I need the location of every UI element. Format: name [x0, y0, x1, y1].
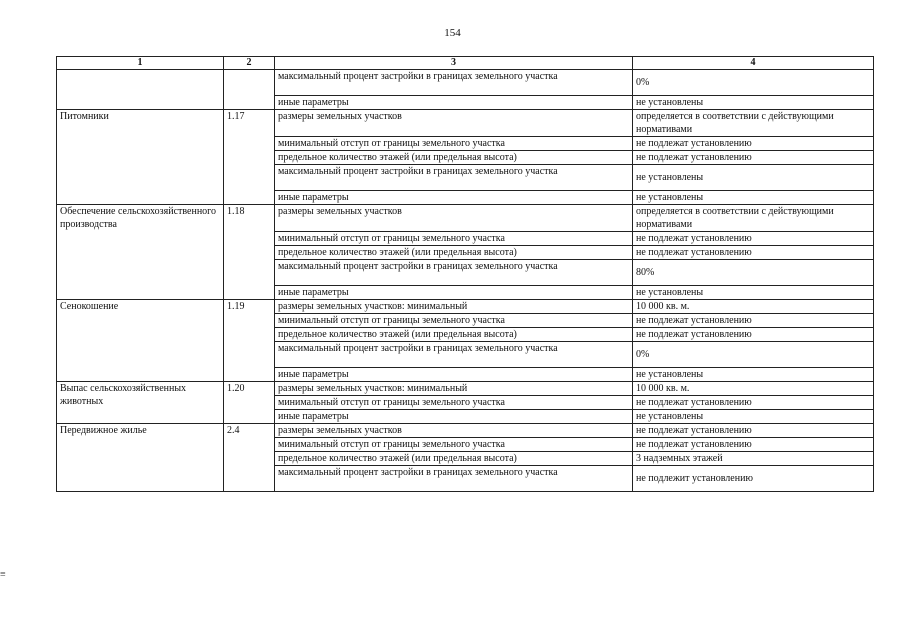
column-header-4: 4 — [633, 57, 874, 70]
table-row — [57, 110, 874, 137]
parameter-value-cell: 10 000 кв. м. — [633, 382, 874, 396]
parameter-value-cell: не подлежат установлению — [633, 328, 874, 342]
parameter-value-cell: не подлежат установлению — [633, 396, 874, 410]
land-use-code-cell: 1.17 — [224, 110, 275, 205]
land-use-code-cell — [224, 70, 275, 110]
land-use-type-cell: Выпас сельскохозяйственных животных — [57, 382, 224, 424]
parameter-cell: предельное количество этажей (или предельная высота) — [275, 151, 633, 165]
parameter-value-cell: 80% — [633, 260, 874, 286]
parameter-cell: иные параметры — [275, 286, 633, 300]
table-row — [57, 70, 874, 96]
parameter-value-cell: 3 надземных этажей — [633, 452, 874, 466]
parameter-value-cell: не установлены — [633, 165, 874, 191]
parameter-value-cell: определяется в соответствии с действующими нормативами — [633, 205, 874, 232]
table-row — [57, 300, 874, 314]
parameter-cell: максимальный процент застройки в границах земельного участка — [275, 466, 633, 492]
page-number: 154 — [444, 27, 461, 39]
parameter-cell: минимальный отступ от границы земельного участка — [275, 137, 633, 151]
parameter-value-cell: не установлены — [633, 191, 874, 205]
parameter-value-cell: 10 000 кв. м. — [633, 300, 874, 314]
parameter-cell: иные параметры — [275, 368, 633, 382]
land-use-code-cell: 2.4 — [224, 424, 275, 492]
parameter-cell: размеры земельных участков: минимальный — [275, 300, 633, 314]
parameter-cell: иные параметры — [275, 96, 633, 110]
parameter-value-cell: 0% — [633, 70, 874, 96]
parameter-cell: предельное количество этажей (или предельная высота) — [275, 246, 633, 260]
parameter-cell: размеры земельных участков: минимальный — [275, 382, 633, 396]
parameter-cell: минимальный отступ от границы земельного участка — [275, 314, 633, 328]
parameter-value-cell: не установлены — [633, 96, 874, 110]
parameter-value-cell: не установлены — [633, 286, 874, 300]
parameter-value-cell: 0% — [633, 342, 874, 368]
parameter-value-cell: определяется в соответствии с действующими нормативами — [633, 110, 874, 137]
table-row — [57, 205, 874, 232]
parameter-cell: иные параметры — [275, 191, 633, 205]
land-use-type-cell: Обеспечение сельскохозяйственного производства — [57, 205, 224, 300]
land-use-type-cell: Сенокошение — [57, 300, 224, 382]
parameter-cell: предельное количество этажей (или предельная высота) — [275, 328, 633, 342]
parameter-cell: максимальный процент застройки в границах земельного участка — [275, 165, 633, 191]
parameter-value-cell: не установлены — [633, 410, 874, 424]
parameter-cell: предельное количество этажей (или предельная высота) — [275, 452, 633, 466]
parameter-cell: минимальный отступ от границы земельного участка — [275, 438, 633, 452]
parameter-value-cell: не подлежат установлению — [633, 246, 874, 260]
parameter-cell: размеры земельных участков — [275, 424, 633, 438]
parameter-value-cell: не подлежат установлению — [633, 151, 874, 165]
table-row — [57, 382, 874, 396]
parameter-cell: максимальный процент застройки в границах земельного участка — [275, 260, 633, 286]
parameter-value-cell: не подлежат установлению — [633, 438, 874, 452]
parameter-value-cell: не подлежат установлению — [633, 137, 874, 151]
table-header-row — [57, 57, 874, 70]
land-use-code-cell: 1.18 — [224, 205, 275, 300]
table-row — [57, 424, 874, 438]
parameter-value-cell: не подлежит установлению — [633, 466, 874, 492]
parameter-cell: размеры земельных участков — [275, 205, 633, 232]
land-use-code-cell: 1.20 — [224, 382, 275, 424]
column-header-2: 2 — [224, 57, 275, 70]
parameter-cell: минимальный отступ от границы земельного участка — [275, 396, 633, 410]
parameter-value-cell: не подлежат установлению — [633, 232, 874, 246]
parameter-value-cell: не подлежат установлению — [633, 314, 874, 328]
land-use-type-cell: Передвижное жилье — [57, 424, 224, 492]
parameter-cell: иные параметры — [275, 410, 633, 424]
parameter-cell: минимальный отступ от границы земельного участка — [275, 232, 633, 246]
land-use-type-cell — [57, 70, 224, 110]
column-header-3: 3 — [275, 57, 633, 70]
column-header-1: 1 — [57, 57, 224, 70]
parameter-cell: максимальный процент застройки в границах земельного участка — [275, 70, 633, 96]
parameter-value-cell: не установлены — [633, 368, 874, 382]
parameter-cell: максимальный процент застройки в границах земельного участка — [275, 342, 633, 368]
land-use-parameters-table — [56, 56, 874, 492]
land-use-code-cell: 1.19 — [224, 300, 275, 382]
land-use-type-cell: Питомники — [57, 110, 224, 205]
parameter-value-cell: не подлежат установлению — [633, 424, 874, 438]
table-body — [57, 70, 874, 492]
parameter-cell: размеры земельных участков — [275, 110, 633, 137]
margin-mark-icon: ≡ — [0, 569, 6, 580]
